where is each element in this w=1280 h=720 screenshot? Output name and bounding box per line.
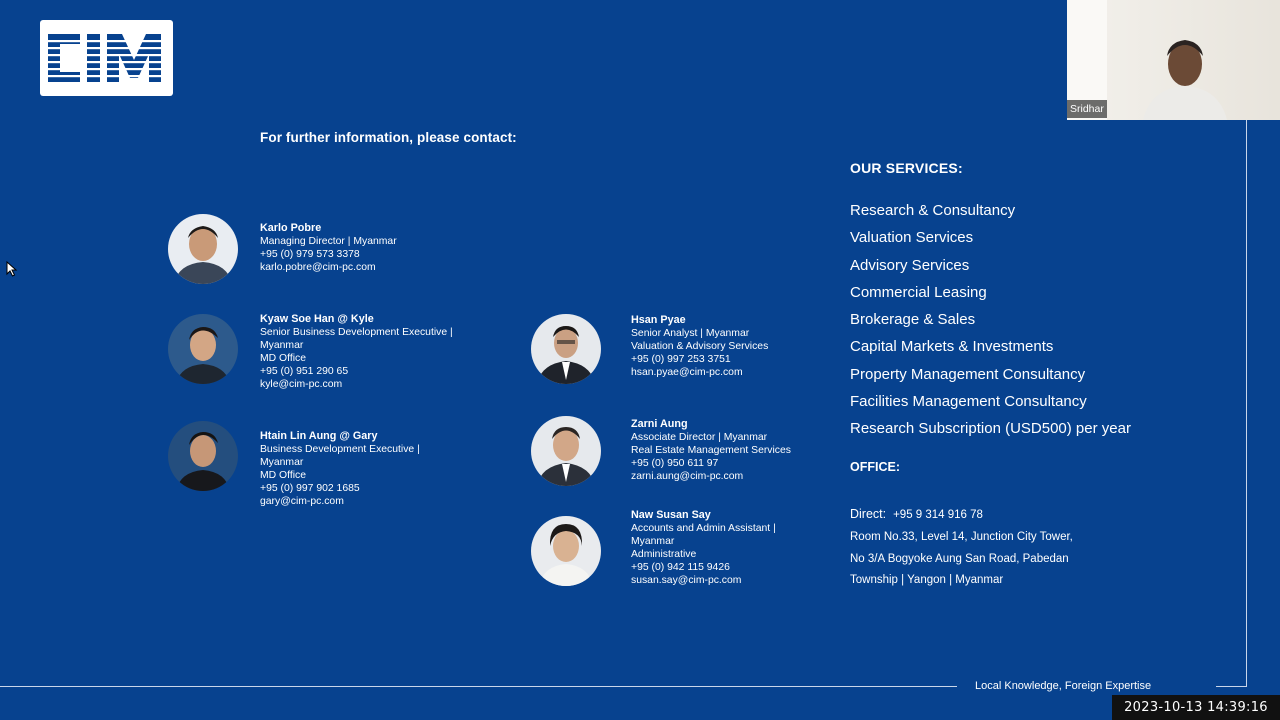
avatar [531,314,601,384]
contact-name: Htain Lin Aung @ Gary [260,430,378,442]
contact-department: Administrative [631,549,697,560]
avatar [531,516,601,586]
contact-email: kyle@cim-pc.com [260,379,343,390]
participant-name-tag: Sridhar [1067,100,1107,118]
avatar [531,416,601,486]
contact-department: MD Office [260,470,306,481]
mouse-pointer-icon [6,261,18,282]
contact-title: Senior Business Development Executive | [260,327,453,338]
divider [0,686,957,687]
contact-email: susan.say@cim-pc.com [631,575,742,586]
address-line: No 3/A Bogyoke Aung San Road, Pabedan [850,552,1069,565]
contact-title: Managing Director | Myanmar [260,236,397,247]
avatar [168,214,238,284]
contact-name: Naw Susan Say [631,509,711,521]
contact-phone: +95 (0) 997 902 1685 [260,483,360,494]
contact-name: Zarni Aung [631,418,688,430]
contact-phone: +95 (0) 997 253 3751 [631,354,731,365]
contact-title: Business Development Executive | [260,444,420,455]
cim-logo [40,20,173,96]
contact-phone: +95 (0) 950 611 97 [631,458,719,469]
divider [1246,120,1247,686]
service-item: Capital Markets & Investments [850,338,1054,356]
contact-department: Real Estate Management Services [631,445,791,456]
contact-email: zarni.aung@cim-pc.com [631,471,744,482]
contact-email: karlo.pobre@cim-pc.com [260,262,376,273]
office-address [850,527,1110,592]
contact-phone: +95 (0) 942 115 9426 [631,562,730,573]
service-item: Research Subscription (USD500) per year [850,420,1131,438]
direct-number: +95 9 314 916 78 [893,509,983,521]
tagline: Local Knowledge, Foreign Expertise [975,680,1152,692]
contact-phone: +95 (0) 979 573 3378 [260,249,360,260]
contact-name: Hsan Pyae [631,314,686,326]
service-item: Valuation Services [850,229,974,247]
service-item: Facilities Management Consultancy [850,393,1087,411]
contact-country: Myanmar [631,536,675,547]
contact-phone: +95 (0) 951 290 65 [260,366,349,377]
recording-timestamp: 2023-10-13 14:39:16 [1112,695,1280,720]
service-item: Brokerage & Sales [850,311,976,329]
contact-email: hsan.pyae@cim-pc.com [631,367,743,378]
contact-department: MD Office [260,353,306,364]
address-line: Township | Yangon | Myanmar [850,574,1004,587]
contact-heading: For further information, please contact: [260,130,517,145]
contact-title: Associate Director | Myanmar [631,432,768,443]
services-title: OUR SERVICES: [850,160,963,176]
avatar [168,421,238,491]
office-title: OFFICE: [850,460,900,474]
contact-title: Senior Analyst | Myanmar [631,328,750,339]
contact-title: Accounts and Admin Assistant | [631,523,776,534]
office-direct [850,507,983,521]
service-item: Research & Consultancy [850,202,1016,219]
services-list [850,200,1131,446]
contact-country: Myanmar [260,457,304,468]
contact-email: gary@cim-pc.com [260,496,344,507]
contact-department: Valuation & Advisory Services [631,341,769,352]
address-line: Room No.33, Level 14, Junction City Tower, [850,531,1073,543]
service-item: Property Management Consultancy [850,365,1086,383]
contact-country: Myanmar [260,340,304,351]
contact-name: Karlo Pobre [260,222,322,234]
divider [1216,686,1247,687]
contact-name: Kyaw Soe Han @ Kyle [260,313,374,325]
service-item: Advisory Services [850,256,970,274]
direct-label: Direct: [850,507,887,521]
avatar [168,314,238,384]
service-item: Commercial Leasing [850,283,987,301]
